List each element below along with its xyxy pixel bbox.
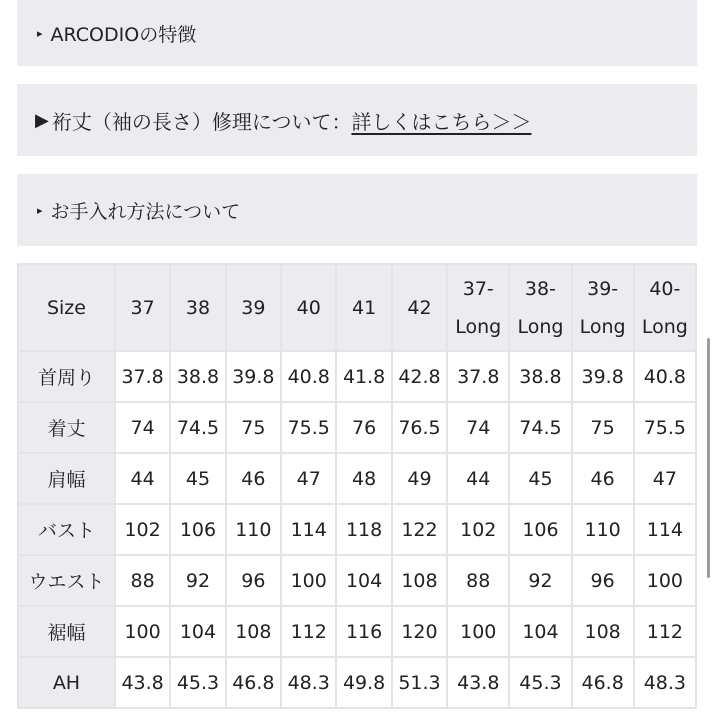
table-cell: 46.8 <box>573 658 633 707</box>
table-cell: 46 <box>573 454 633 503</box>
table-row <box>19 352 695 401</box>
table-cell: 74 <box>448 403 508 452</box>
table-row <box>19 505 695 554</box>
table-cell: 120 <box>393 607 446 656</box>
table-cell: 46 <box>227 454 280 503</box>
section-label: 裄丈（袖の長さ）修理について： <box>51 109 352 134</box>
table-cell: 96 <box>573 556 633 605</box>
table-cell: 37.8 <box>448 352 508 401</box>
header-cell: 42 <box>393 265 446 350</box>
table-cell: 116 <box>337 607 390 656</box>
table-row <box>19 403 695 452</box>
table-cell: 76.5 <box>393 403 446 452</box>
table-cell: 75.5 <box>282 403 335 452</box>
row-header-cell: バスト <box>19 505 114 554</box>
size-header-cell: Size <box>19 265 114 350</box>
table-cell: 39.8 <box>573 352 633 401</box>
table-cell: 41.8 <box>337 352 390 401</box>
table-cell: 110 <box>573 505 633 554</box>
table-cell: 38.8 <box>171 352 224 401</box>
table-cell: 75 <box>573 403 633 452</box>
table-cell: 102 <box>116 505 169 554</box>
table-cell: 74 <box>116 403 169 452</box>
table-cell: 75.5 <box>635 403 695 452</box>
table-cell: 88 <box>448 556 508 605</box>
row-header-cell: 裾幅 <box>19 607 114 656</box>
table-cell: 74.5 <box>171 403 224 452</box>
table-cell: 42.8 <box>393 352 446 401</box>
row-header-cell: 首周り <box>19 352 114 401</box>
details-link[interactable]: 詳しくはこちら＞＞ <box>351 109 532 134</box>
table-cell: 104 <box>510 607 570 656</box>
table-cell: 44 <box>448 454 508 503</box>
table-cell: 108 <box>227 607 280 656</box>
table-cell: 45.3 <box>510 658 570 707</box>
table-cell: 48.3 <box>635 658 695 707</box>
size-table-container <box>17 263 697 714</box>
header-cell: 37 <box>116 265 169 350</box>
header-cell: 41 <box>337 265 390 350</box>
table-cell: 106 <box>510 505 570 554</box>
table-cell: 43.8 <box>448 658 508 707</box>
table-cell: 75 <box>227 403 280 452</box>
table-cell: 44 <box>116 454 169 503</box>
table-row <box>19 607 695 656</box>
row-header-cell: 肩幅 <box>19 454 114 503</box>
table-cell: 74.5 <box>510 403 570 452</box>
table-cell: 45 <box>171 454 224 503</box>
triangle-right-icon: ▸ <box>37 26 43 40</box>
table-cell: 104 <box>171 607 224 656</box>
section-label: ARCODIOの特徴 <box>50 23 197 46</box>
table-cell: 122 <box>393 505 446 554</box>
table-cell: 114 <box>635 505 695 554</box>
table-cell: 49 <box>393 454 446 503</box>
section-sleeve-repair <box>17 84 697 156</box>
table-cell: 102 <box>448 505 508 554</box>
header-cell: 40- Long <box>635 265 695 350</box>
table-cell: 112 <box>282 607 335 656</box>
table-cell: 96 <box>227 556 280 605</box>
table-cell: 39.8 <box>227 352 280 401</box>
triangle-right-icon: ▶ <box>35 109 49 131</box>
table-cell: 100 <box>635 556 695 605</box>
table-cell: 43.8 <box>116 658 169 707</box>
header-cell: 40 <box>282 265 335 350</box>
table-cell: 48 <box>337 454 390 503</box>
table-cell: 45.3 <box>171 658 224 707</box>
table-cell: 104 <box>337 556 390 605</box>
table-cell: 110 <box>227 505 280 554</box>
table-cell: 118 <box>337 505 390 554</box>
header-cell: 38- Long <box>510 265 570 350</box>
table-cell: 88 <box>116 556 169 605</box>
table-cell: 40.8 <box>282 352 335 401</box>
scrollbar[interactable] <box>707 338 710 578</box>
table-cell: 47 <box>282 454 335 503</box>
table-cell: 100 <box>282 556 335 605</box>
table-cell: 108 <box>573 607 633 656</box>
table-cell: 49.8 <box>337 658 390 707</box>
section-care-instructions[interactable] <box>17 174 697 246</box>
table-cell: 92 <box>171 556 224 605</box>
table-cell: 47 <box>635 454 695 503</box>
table-cell: 45 <box>510 454 570 503</box>
section-label: お手入れ方法について <box>50 200 241 223</box>
table-cell: 92 <box>510 556 570 605</box>
table-cell: 106 <box>171 505 224 554</box>
section-arcodio-features[interactable] <box>17 0 697 66</box>
table-cell: 108 <box>393 556 446 605</box>
table-row <box>19 556 695 605</box>
size-table <box>17 263 697 709</box>
table-cell: 51.3 <box>393 658 446 707</box>
table-cell: 40.8 <box>635 352 695 401</box>
table-cell: 46.8 <box>227 658 280 707</box>
row-header-cell: ウエスト <box>19 556 114 605</box>
table-row <box>19 658 695 707</box>
header-cell: 38 <box>171 265 224 350</box>
table-cell: 100 <box>116 607 169 656</box>
row-header-cell: 着丈 <box>19 403 114 452</box>
header-cell: 39 <box>227 265 280 350</box>
table-cell: 100 <box>448 607 508 656</box>
table-cell: 37.8 <box>116 352 169 401</box>
table-header-row <box>19 265 695 350</box>
header-cell: 39- Long <box>573 265 633 350</box>
row-header-cell: AH <box>19 658 114 707</box>
table-cell: 112 <box>635 607 695 656</box>
triangle-right-icon: ▸ <box>37 203 43 217</box>
header-cell: 37- Long <box>448 265 508 350</box>
table-cell: 114 <box>282 505 335 554</box>
table-cell: 48.3 <box>282 658 335 707</box>
table-cell: 76 <box>337 403 390 452</box>
table-row <box>19 454 695 503</box>
table-cell: 38.8 <box>510 352 570 401</box>
